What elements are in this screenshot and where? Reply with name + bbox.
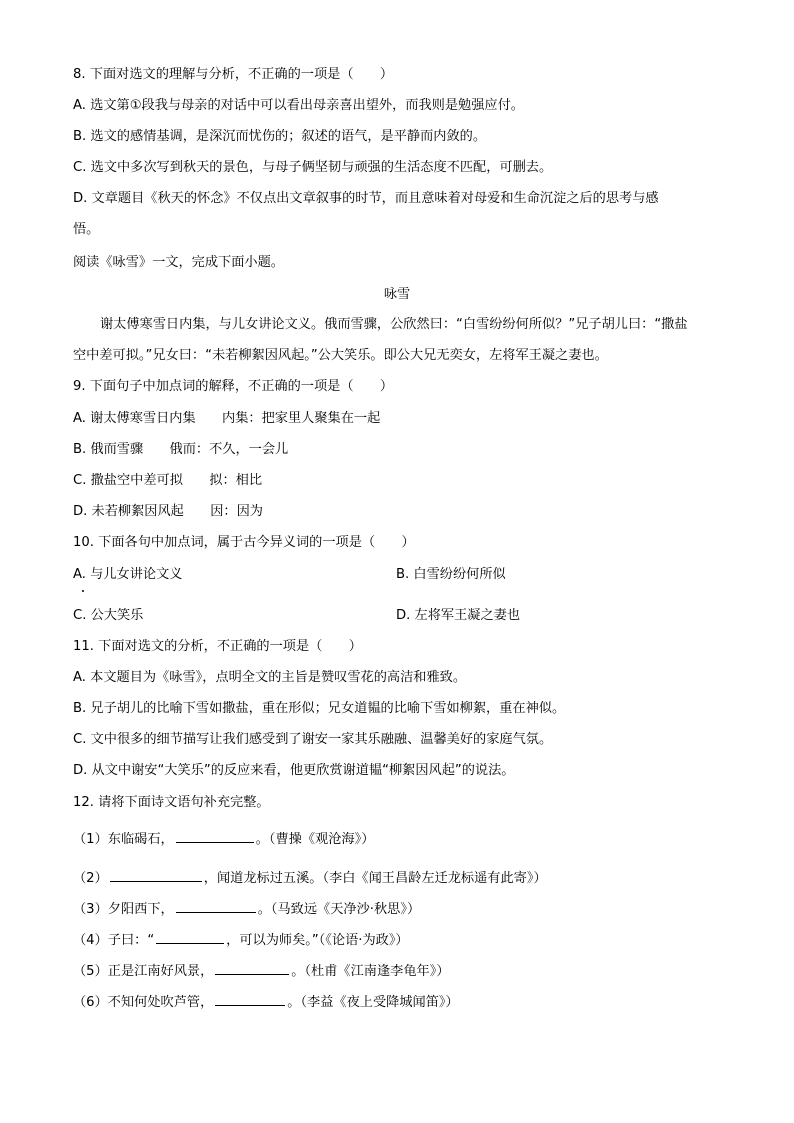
q11-option-d: D. 从文中谢安“大笑乐”的反应来看，他更欣赏谢道韫“柳絮因风起”的说法。 (73, 763, 515, 778)
answer-blank[interactable] (176, 829, 254, 843)
q9-option-b: B. 俄而雪骤 俄而：不久，一会儿 (73, 442, 289, 457)
q12-item-1-post: 。（曹操《观沧海》） (255, 832, 375, 847)
q10-option-d: D. 左将军王凝之妻也 (396, 608, 521, 623)
q9-option-d: D. 未若柳絮因风起 因：因为 (73, 504, 263, 519)
q12-item-3-pre: （3）夕阳西下， (73, 902, 174, 917)
q12-item-5-pre: （5）正是江南好风景， (73, 964, 214, 979)
q12-item-4 (73, 930, 409, 950)
q9-option-c: C. 撒盐空中差可拟 拟：相比 (73, 473, 263, 488)
q12-stem: 12. 请将下面诗文语句补充完整。 (73, 795, 270, 810)
q10-stem: 10. 下面各句中加点词，属于古今异义词的一项是（ ） (73, 535, 415, 550)
passage-title: 咏雪 (383, 287, 411, 302)
q12-item-6-post: 。（李益《夜上受降城闻笛》） (287, 995, 459, 1010)
q12-item-5-post: 。（杜甫《江南逢李龟年》） (291, 964, 450, 979)
q12-item-6 (73, 992, 459, 1012)
q12-item-2-post: ，闻道龙标过五溪。（李白《闻王昌龄左迁龙标遥有此寄》） (203, 871, 547, 886)
q11-option-c: C. 文中很多的细节描写让我们感受到了谢安一家其乐融融、温馨美好的家庭气氛。 (73, 732, 553, 747)
reading-intro: 阅读《咏雪》一文，完成下面小题。 (73, 255, 284, 270)
q8-stem: 8. 下面对选文的理解与分析，不正确的一项是（ ） (73, 67, 394, 82)
q8-option-a: A. 选文第①段我与母亲的对话中可以看出母亲喜出望外，而我则是勉强应付。 (73, 98, 524, 113)
q12-item-3 (73, 899, 420, 919)
q12-item-2-pre: （2） (73, 871, 108, 886)
q10-option-c: C. 公大笑乐 (73, 608, 144, 623)
answer-blank[interactable] (215, 961, 289, 975)
q10-option-b: B. 白雪纷纷何所似 (396, 567, 506, 582)
passage-line-2: 空中差可拟。”兄女曰：“未若柳絮因风起。”公大笑乐。即公大兄无奕女，左将军王凝之妻也。 (73, 348, 608, 363)
q9-stem: 9. 下面句子中加点词的解释，不正确的一项是（ ） (73, 379, 394, 394)
q12-item-3-post: 。（马致远《天净沙·秋思》） (257, 902, 421, 917)
answer-blank[interactable] (215, 992, 285, 1006)
q9-option-a: A. 谢太傅寒雪日内集 内集：把家里人聚集在一起 (73, 411, 381, 426)
q8-option-d: D. 文章题目《秋天的怀念》不仅点出文章叙事的时节，而且意味着对母爱和生命沉淀之后的思考与感 (73, 191, 659, 206)
q12-item-5 (73, 961, 450, 981)
q12-item-1 (73, 829, 374, 849)
q12-item-4-pre: （4）子曰：“ (73, 933, 155, 948)
q11-stem: 11. 下面对选文的分析，不正确的一项是（ ） (73, 639, 362, 654)
q11-option-a: A. 本文题目为《咏雪》，点明全文的主旨是赞叹雪花的高洁和雅致。 (73, 670, 467, 685)
q8-option-b: B. 选文的感情基调，是深沉而忧伤的；叙述的语气，是平静而内敛的。 (73, 129, 487, 144)
q8-option-c: C. 选文中多次写到秋天的景色，与母子俩坚韧与顽强的生活态度不匹配，可删去。 (73, 160, 553, 175)
q12-item-6-pre: （6）不知何处吹芦管， (73, 995, 214, 1010)
q8-option-d-cont: 悟。 (73, 222, 100, 237)
passage-line-1: 谢太傅寒雪日内集，与儿女讲论文义。俄而雪骤，公欣然曰：“白雪纷纷何所似？”兄子胡儿曰：“撒盐 (100, 317, 688, 332)
q10-option-a: A. 与儿女讲论文义 (73, 567, 183, 582)
q12-item-2 (73, 868, 547, 888)
q12-item-4-post: ，可以为师矣。”（《论语·为政》） (226, 933, 409, 948)
answer-blank[interactable] (176, 899, 256, 913)
q12-item-1-pre: （1）东临碣石， (73, 832, 174, 847)
answer-blank[interactable] (110, 868, 202, 882)
answer-blank[interactable] (156, 930, 224, 944)
emphasis-dot (82, 590, 84, 592)
q11-option-b: B. 兄子胡儿的比喻下雪如撒盐，重在形似；兄女道韫的比喻下雪如柳絮，重在神似。 (73, 701, 566, 716)
